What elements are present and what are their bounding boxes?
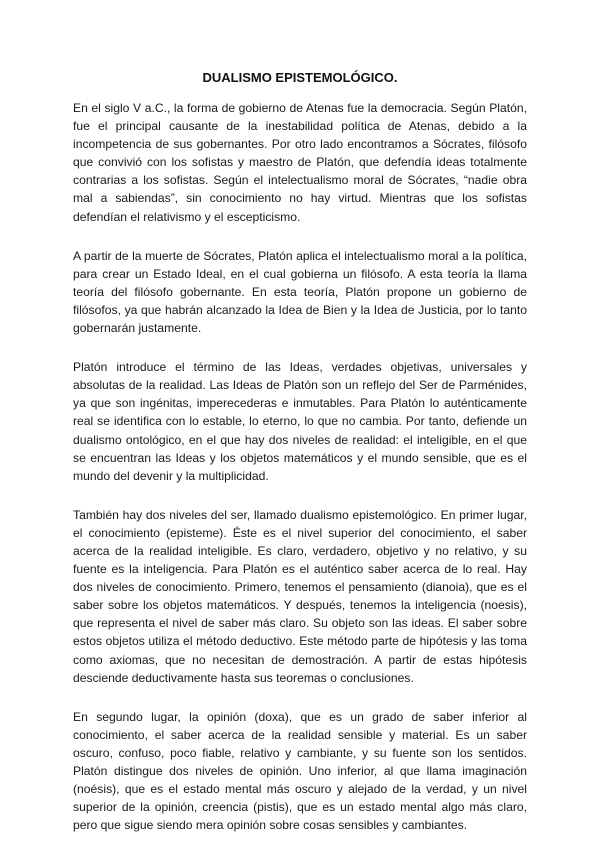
paragraph-3: Platón introduce el término de las Ideas, verdades objetivas, universales y absolutas de la realidad. Las Ideas de Platón son un reflejo del Ser de Parménides, ya que son ingénitas, imperecederas e inmutables. Para Platón lo auténticamente real se identifica con lo estable, lo eterno, lo que no cambia. Por tanto, defiende un dualismo ontológico, en el que hay dos niveles de realidad: el inteligible, en el que se encuentran las Ideas y los objetos matemáticos y el mundo sensible, que es el mundo del devenir y la multiplicidad. [73, 360, 527, 483]
paragraph-2: A partir de la muerte de Sócrates, Platón aplica el intelectualismo moral a la política, para crear un Estado Ideal, en el cual gobierna un filósofo. A esta teoría la llama teoría del filósofo gobernante. En esta teoría, Platón propone un gobierno de filósofos, ya que habrán alcanzado la Idea de Bien y la Idea de Justicia, por lo tanto gobernarán justamente. [73, 248, 527, 336]
document-body [73, 99, 527, 855]
document-title: DUALISMO EPISTEMOLÓGICO. [202, 70, 398, 85]
paragraph-4: También hay dos niveles del ser, llamado dualismo epistemológico. En primer lugar, el conocimiento (episteme). Éste es el nivel superior del conocimiento, el saber acerca de la realidad inteligible. Es claro, verdadero, objetivo y no relativo, y su fuente es la inteligencia. Para Platón es el auténtico saber acerca de lo real. Hay dos niveles de conocimiento. Primero, tenemos el pensamiento (dianoia), que es el saber sobre los objetos matemáticos. Y después, tenemos la inteligencia (noesis), que representa el nivel de saber más claro. Su objeto son las ideas. El saber sobre estos objetos utiliza el método deductivo. Este método parte de hipótesis y las toma como axiomas, que no necesitan de demostración. A partir de estas hipótesis desciende deductivamente hasta sus teoremas o conclusiones. [73, 507, 527, 685]
paragraph-5: En segundo lugar, la opinión (doxa), que es un grado de saber inferior al conocimiento, el saber acerca de la realidad sensible y material. Es un saber oscuro, confuso, poco fiable, relativo y cambiante, y su fuente son los sentidos. Platón distingue dos niveles de opinión. Uno inferior, al que llama imaginación (noésis), que es el estado mental más oscuro y alejado de la verdad, y un nivel superior de la opinión, creencia (pistis), que es un estado mental algo más claro, pero que sigue siendo mera opinión sobre cosas sensibles y cambiantes. [73, 709, 527, 833]
paragraph-1: En el siglo V a.C., la forma de gobierno de Atenas fue la democracia. Según Platón, fue el principal causante de la inestabilidad política de Atenas, debido a la incompetencia de sus gobernantes. Por otro lado encontramos a Sócrates, filósofo que convivió con los sofistas y maestro de Platón, que defendía ideas totalmente contrarias a los sofistas. Según el intelectualismo moral de Sócrates, “nadie obra mal a sabiendas”, sin conocimiento no hay virtud. Mientras que los sofistas defendían el relativismo y el escepticismo. [73, 101, 527, 224]
